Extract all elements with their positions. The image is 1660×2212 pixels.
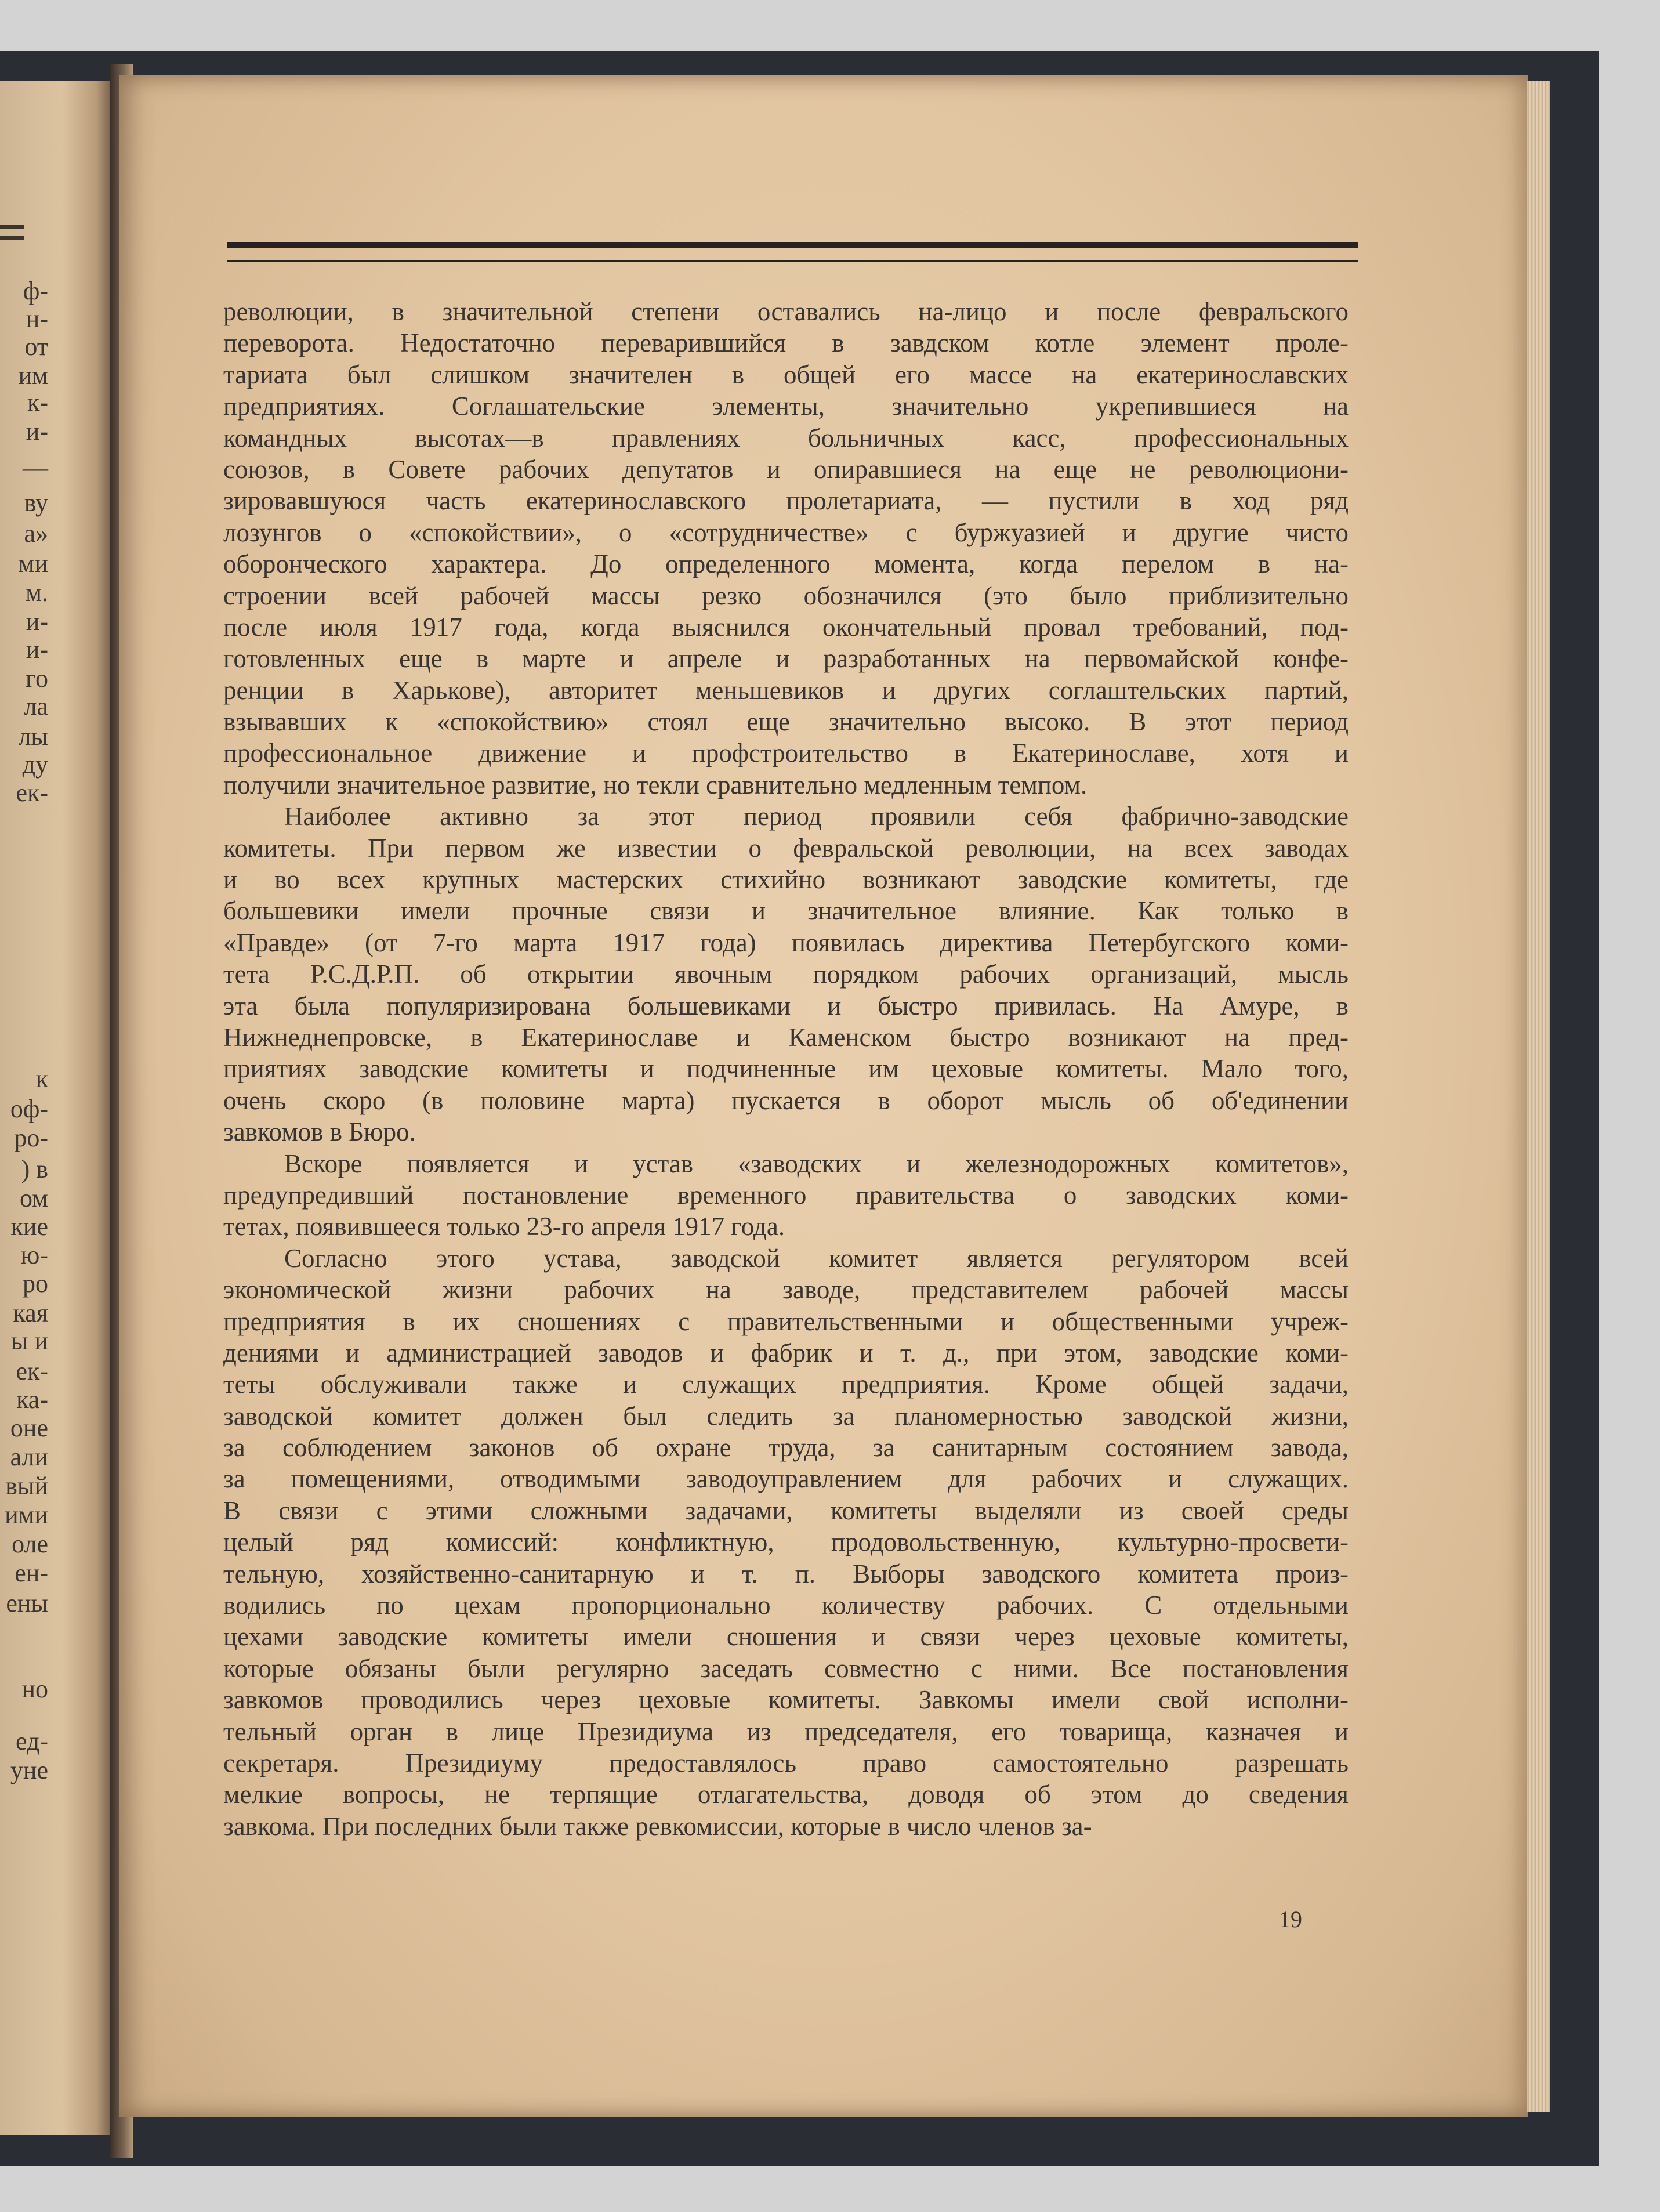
text-line: тариата был слишком значителен в общей его массе на екатеринославских <box>223 360 1349 389</box>
left-page-fragment: к- <box>27 388 48 417</box>
left-page-fragment: ек- <box>16 779 48 807</box>
text-line: секретаря. Президиуму предоставлялось право самостоятельно разрешать <box>223 1748 1349 1777</box>
text-line: за соблюдением законов об охране труда, за санитарным состоянием завода, <box>223 1433 1349 1462</box>
left-page-fragment: ро- <box>14 1124 48 1152</box>
text-line: тельный орган в лице Президиума из председателя, его товарища, казначея и <box>223 1717 1349 1746</box>
page-edge <box>1527 81 1550 2112</box>
left-page-fragment: ка- <box>16 1385 48 1414</box>
left-page-fragment: от <box>24 332 48 361</box>
text-line: заводской комитет должен был следить за планомерностью заводской жизни, <box>223 1401 1349 1431</box>
text-line: взывавших к «спокойствию» стоял еще значительно высоко. В этот период <box>223 707 1349 737</box>
text-line: большевики имели прочные связи и значительное влияние. Как только в <box>223 896 1349 926</box>
left-page-fragment: оф- <box>10 1095 48 1123</box>
body-text <box>223 296 1349 1842</box>
text-line: экономической жизни рабочих на заводе, представителем рабочей массы <box>223 1275 1349 1305</box>
text-line: Согласно этого устава, заводской комитет является регулятором всей <box>284 1243 1349 1273</box>
left-page-fragment: ла <box>24 692 48 721</box>
text-line: за помещениями, отводимыми заводоуправлением для рабочих и служащих. <box>223 1464 1349 1494</box>
text-line: после июля 1917 года, когда выяснился окончательный провал требований, под- <box>223 612 1349 642</box>
text-line: предприятия в их сношениях с правительственными и общественными учреж- <box>223 1306 1349 1336</box>
text-line: тета Р.С.Д.Р.П. об открытии явочным порядком рабочих организаций, мысль <box>223 960 1349 989</box>
text-line: дениями и администрацией заводов и фабрик и т. д., при этом, заводские коми- <box>223 1338 1349 1367</box>
left-page-fragment: ом <box>19 1184 48 1212</box>
text-line: командных высотах—в правлениях больничных касс, профессиональных <box>223 423 1349 452</box>
left-page-fragment: кие <box>10 1212 48 1241</box>
left-page-fragment: но <box>21 1675 48 1703</box>
text-line: предупредивший постановление временного правительства о заводских коми- <box>223 1180 1349 1210</box>
text-line: оборонческого характера. До определенного момента, когда перелом в на- <box>223 549 1349 579</box>
text-line: получили значительное развитие, но текли сравнительно медленным темпом. <box>223 770 1088 799</box>
left-page-fragment: ми <box>18 549 48 578</box>
left-page-fragment: кая <box>13 1299 48 1327</box>
text-line: зировавшуюся часть екатеринославского пролетариата, — пустили в ход ряд <box>223 486 1349 516</box>
left-page-fragment: ф- <box>23 277 48 305</box>
left-page-fragment: ву <box>24 488 48 517</box>
text-line: строении всей рабочей массы резко обозначился (это было приблизительно <box>223 581 1349 610</box>
text-line: союзов, в Совете рабочих депутатов и опиравшиеся на еще не революциони- <box>223 454 1349 484</box>
left-page-fragment: го <box>26 664 48 693</box>
text-line: приятиях заводские комитеты и подчиненные им цеховые комитеты. Мало того, <box>223 1054 1349 1084</box>
text-line: комитеты. При первом же известии о февральской революции, на всех заводах <box>223 833 1349 863</box>
text-line: завкома. При последних были также ревкомиссии, которые в число членов за- <box>223 1811 1092 1841</box>
text-line: завкомов в Бюро. <box>223 1117 416 1147</box>
text-line: эта была популяризирована большевиками и быстро привилась. На Амуре, в <box>223 991 1349 1020</box>
text-line: водились по цехам пропорционально количеству рабочих. С отдельными <box>223 1591 1349 1620</box>
left-page-fragment: оне <box>10 1414 48 1442</box>
text-line: революции, в значительной степени оставались на-лицо и после февральского <box>223 297 1349 326</box>
text-line: и во всех крупных мастерских стихийно возникают заводские комитеты, где <box>223 865 1349 895</box>
left-page-fragment: ими <box>5 1501 48 1529</box>
left-page-fragment: уне <box>10 1756 48 1784</box>
text-line: Нижнеднепровске, в Екатеринославе и Каменском быстро возникают на пред- <box>223 1022 1349 1052</box>
left-page-fragment: ю- <box>20 1241 48 1269</box>
left-page-fragment: ед- <box>16 1727 48 1755</box>
left-page-fragment: н- <box>26 305 48 333</box>
text-line: целый ряд комиссий: конфликтную, продовольственную, культурно-просвети- <box>223 1527 1349 1557</box>
text-line: ренции в Харькове), авторитет меньшевиков и других соглаштельских партий, <box>223 675 1349 705</box>
left-page-fragment: и- <box>26 417 48 446</box>
left-page-fragment: оле <box>12 1530 48 1558</box>
left-page-fragment: али <box>10 1443 48 1471</box>
page-number: 19 <box>1279 1906 1302 1932</box>
text-line: «Правде» (от 7-го марта 1917 года) появилась директива Петербугского коми- <box>223 928 1349 957</box>
left-page-rule <box>0 225 24 240</box>
text-line: цехами заводские комитеты имели сношения и связи через цеховые комитеты, <box>223 1622 1349 1652</box>
text-line: очень скоро (в половине марта) пускается в оборот мысль об об'единении <box>223 1085 1349 1115</box>
text-line: лозунгов о «спокойствии», о «сотрудничестве» с буржуазией и другие чисто <box>223 517 1349 547</box>
left-page-fragment: и- <box>26 607 48 636</box>
left-page-fragment: лы <box>18 722 48 751</box>
left-page-fragment: ек- <box>16 1357 48 1385</box>
left-page-fragment: ду <box>22 750 48 779</box>
text-line: профессиональное движение и профстроительство в Екатеринославе, хотя и <box>223 738 1349 768</box>
left-page-fragment: ро <box>23 1269 48 1298</box>
text-line: завкомов проводились через цеховые комитеты. Завкомы имели свой исполни- <box>223 1685 1349 1715</box>
left-page-edge <box>0 81 113 2135</box>
left-page-fragment: и- <box>26 635 48 664</box>
left-page-fragment: к <box>35 1065 48 1093</box>
left-page-fragment: вый <box>5 1472 48 1500</box>
text-line: готовленных еще в марте и апреле и разработанных на первомайской конфе- <box>223 644 1349 674</box>
text-line: теты обслуживали также и служащих предприятия. Кроме общей задачи, <box>223 1370 1349 1399</box>
left-page-fragment: ен- <box>15 1559 48 1587</box>
text-line: тетах, появившееся только 23-го апреля 1917 года. <box>223 1212 785 1241</box>
text-line: тельную, хозяйственно-санитарную и т. п. Выборы заводского комитета произ- <box>223 1559 1349 1588</box>
text-line: мелкие вопросы, не терпящие отлагательства, доводя об этом до сведения <box>223 1780 1349 1809</box>
text-line: Вскоре появляется и устав «заводских и железнодорожных комитетов», <box>284 1149 1349 1178</box>
text-line: В связи с этими сложными задачами, комитеты выделяли из своей среды <box>223 1496 1349 1525</box>
text-line: переворота. Недостаточно переварившийся в завдском котле элемент проле- <box>223 328 1349 358</box>
text-line: предприятиях. Соглашательские элементы, значительно укрепившиеся на <box>223 392 1349 421</box>
left-page-fragment: им <box>18 361 48 390</box>
left-page-fragment: ) в <box>21 1155 48 1183</box>
left-page-fragment: — <box>23 454 48 482</box>
text-line: которые обязаны были регулярно заседать совместно с ними. Все постановления <box>223 1653 1349 1683</box>
left-page-fragment: ы и <box>10 1327 48 1355</box>
left-page-fragment: а» <box>24 519 48 548</box>
left-page-fragment: м. <box>26 578 48 607</box>
left-page-fragment: ены <box>6 1589 48 1617</box>
header-rule <box>227 242 1358 262</box>
text-line: Наиболее активно за этот период проявили себя фабрично-заводские <box>284 802 1349 831</box>
